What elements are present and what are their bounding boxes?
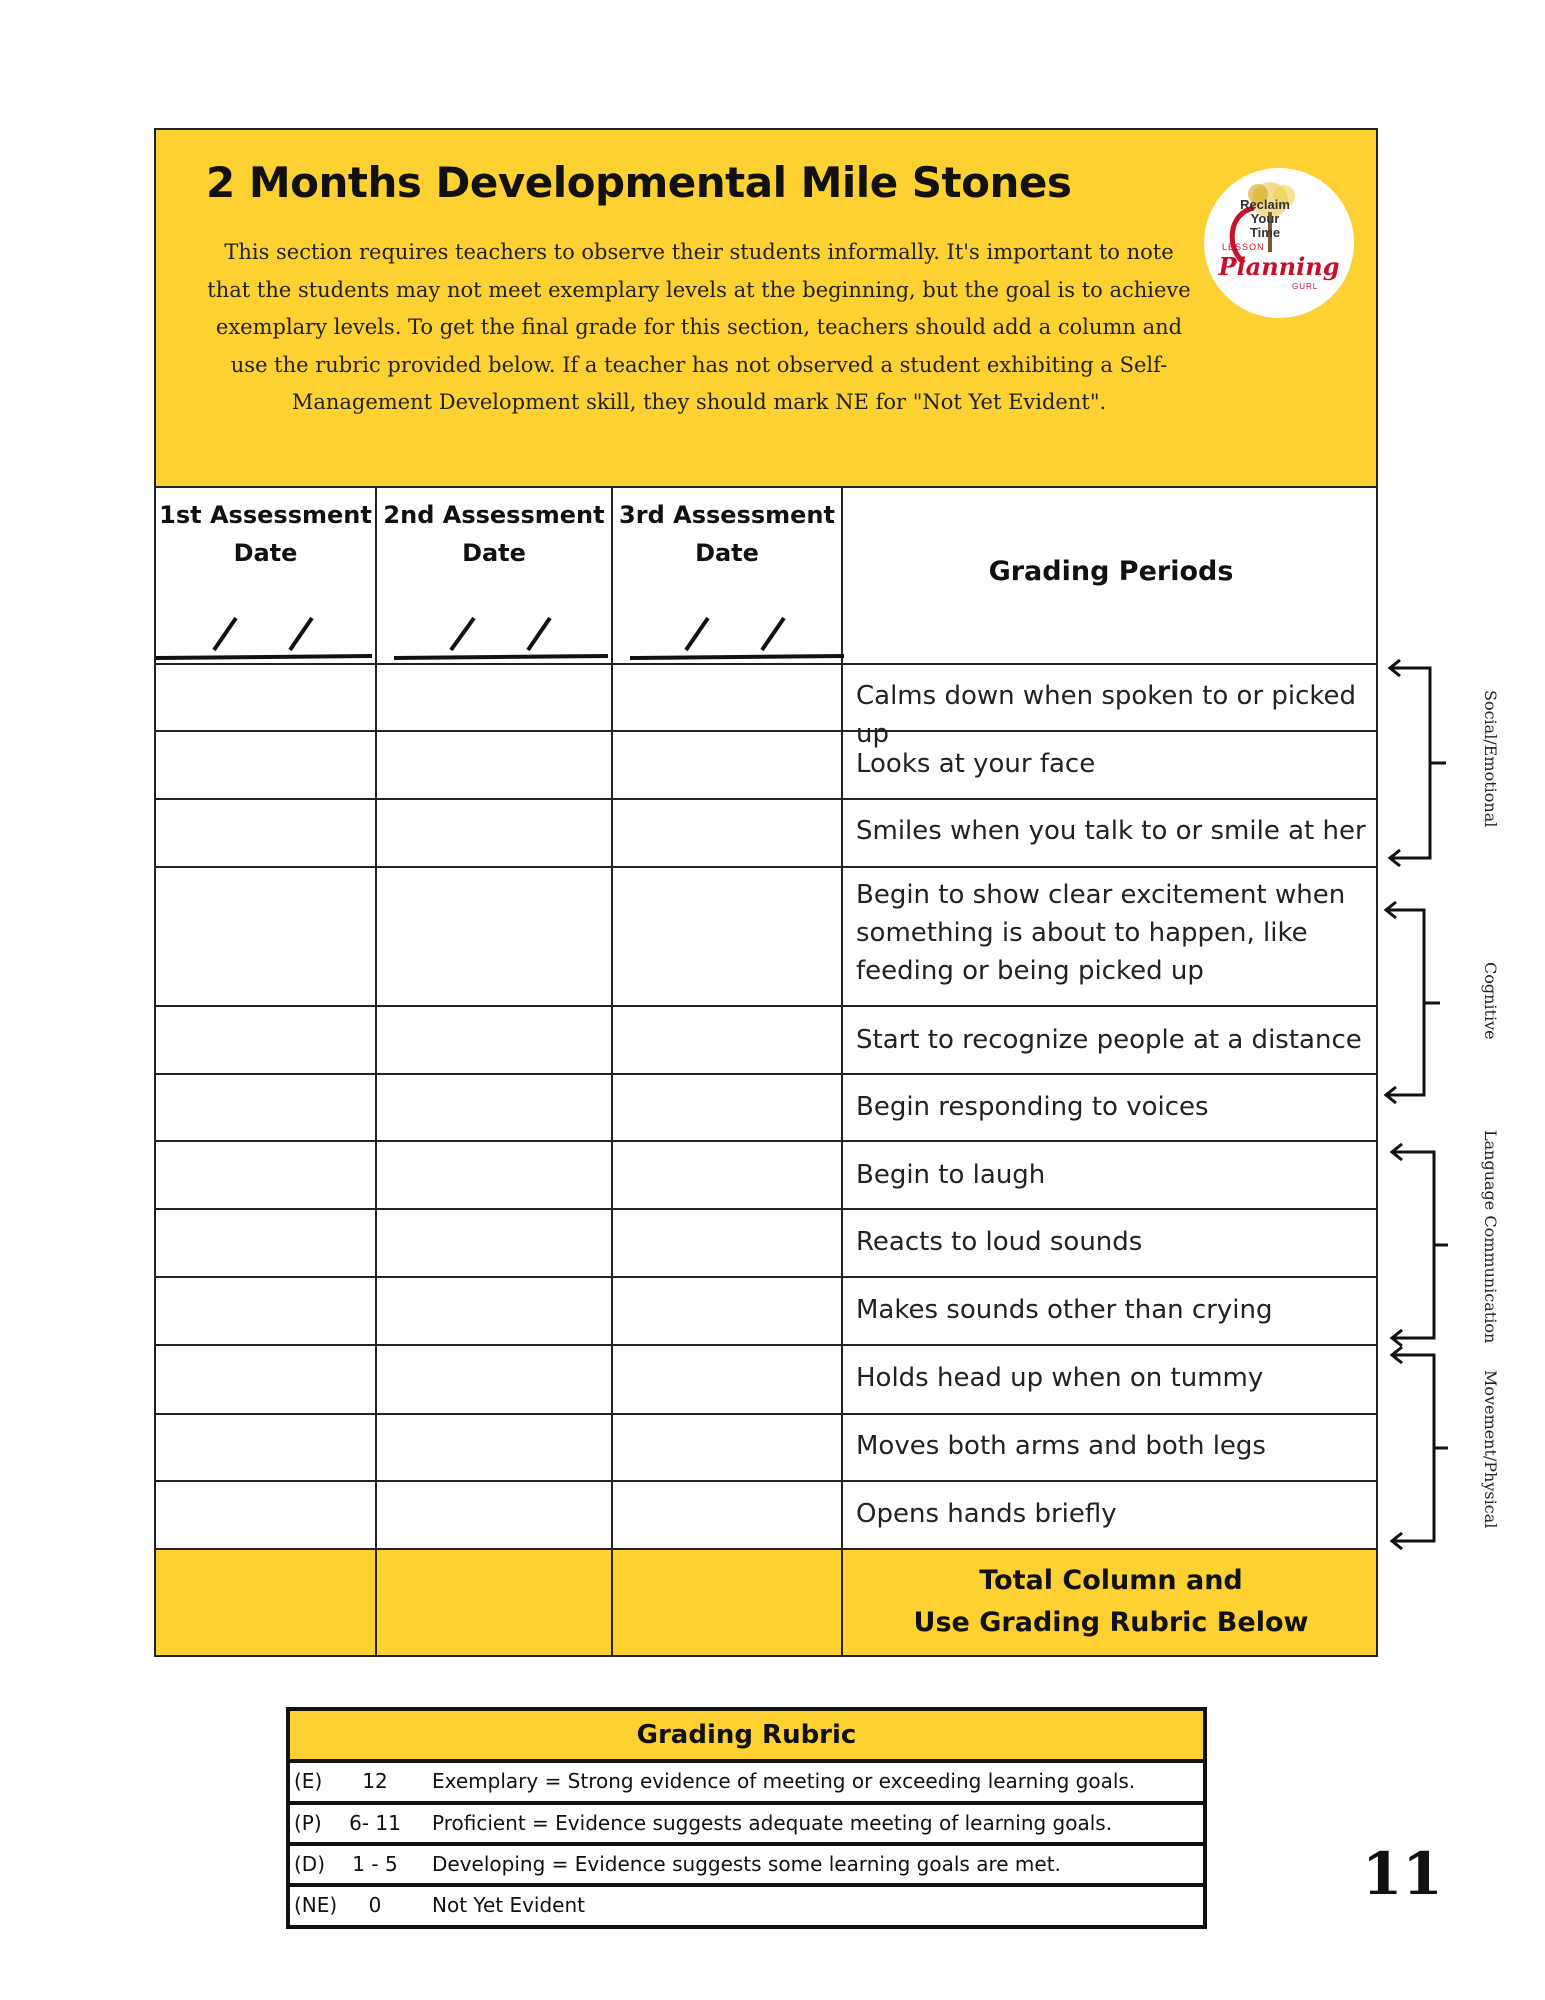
rubric-description: Proficient = Evidence suggests adequate meeting of learning goals.	[432, 1811, 1113, 1835]
row-divider	[156, 798, 1376, 800]
column-header-2nd-assessment: 2nd Assessment Date	[383, 501, 605, 567]
milestone-item: Opens hands briefly	[856, 1499, 1117, 1529]
bracket-social-emotional	[1390, 668, 1430, 858]
milestone-item: Reacts to loud sounds	[856, 1227, 1143, 1257]
milestone-item: Looks at your face	[856, 749, 1096, 779]
row-divider	[156, 1480, 1376, 1482]
milestone-item: Moves both arms and both legs	[856, 1431, 1266, 1461]
row-divider	[156, 1140, 1376, 1142]
bracket-language	[1392, 1152, 1434, 1338]
intro-line: Management Development skill, they should mark NE for "Not Yet Evident".	[291, 390, 1107, 414]
rubric-points: 12	[362, 1769, 388, 1793]
header-banner	[154, 128, 1378, 488]
column-header-3rd-assessment: 3rd Assessment Date	[619, 501, 835, 567]
row-divider	[156, 1344, 1376, 1346]
category-brackets	[1378, 655, 1448, 1555]
category-social-emotional: Social/Emotional	[1481, 690, 1500, 828]
rubric-code: (D)	[294, 1852, 326, 1876]
milestone-item: Smiles when you talk to or smile at her	[856, 816, 1366, 846]
intro-paragraph	[174, 234, 1224, 422]
bracket-movement	[1392, 1355, 1434, 1541]
column-header-1st-assessment: 1st Assessment Date	[159, 501, 372, 567]
row-divider	[156, 1208, 1376, 1210]
milestone-item: Begin to laugh	[856, 1160, 1046, 1190]
rubric-code: (E)	[294, 1769, 323, 1793]
intro-line: This section requires teachers to observe their students informally. It's important to note	[224, 240, 1174, 264]
rubric-row	[290, 1763, 1203, 1799]
rubric-row	[290, 1887, 1203, 1923]
page-title: 2 Months Developmental Mile Stones	[206, 158, 1072, 207]
milestone-item: Calms down when spoken to or picked up	[856, 681, 1357, 749]
rubric-title: Grading Rubric	[290, 1711, 1203, 1763]
rubric-points: 1 - 5	[352, 1852, 398, 1876]
category-language-communication: Language Communication	[1481, 1130, 1500, 1344]
milestone-item: Makes sounds other than crying	[856, 1295, 1273, 1325]
rubric-points: 0	[368, 1893, 382, 1917]
logo-text: Reclaim Your Time	[1240, 197, 1290, 240]
rubric-code: (P)	[294, 1811, 322, 1835]
logo-small-text: LESSON	[1222, 242, 1265, 252]
row-divider	[156, 1413, 1376, 1415]
rubric-points: 6- 11	[349, 1811, 401, 1835]
bracket-cognitive	[1386, 910, 1424, 1095]
rubric-row	[290, 1805, 1203, 1841]
logo-brand-text: Planning	[1218, 252, 1340, 281]
rubric-row	[290, 1846, 1203, 1882]
total-column-instruction: Total Column and Use Grading Rubric Below	[913, 1565, 1309, 1638]
logo-small-text: GURL	[1292, 282, 1319, 291]
row-divider	[156, 1005, 1376, 1007]
intro-line: use the rubric provided below. If a teacher has not observed a student exhibiting a Self-	[230, 352, 1168, 377]
milestone-item: Begin responding to voices	[856, 1092, 1209, 1122]
brand-logo	[1204, 168, 1354, 318]
grading-rubric	[286, 1707, 1207, 1929]
intro-line: that the students may not meet exemplary levels at the beginning, but the goal is to achieve	[207, 277, 1191, 302]
milestone-item: Begin to show clear excitement when something is about to happen, like feeding or being picked up	[856, 880, 1346, 986]
grading-periods-header: Grading Periods	[988, 556, 1234, 587]
milestone-item: Start to recognize people at a distance	[856, 1025, 1362, 1055]
category-movement-physical: Movement/Physical	[1481, 1370, 1500, 1529]
milestone-item: Holds head up when on tummy	[856, 1363, 1264, 1393]
intro-line: exemplary levels. To get the final grade for this section, teachers should add a column and	[215, 315, 1183, 339]
category-cognitive: Cognitive	[1481, 962, 1500, 1040]
row-divider	[156, 1276, 1376, 1278]
page-number: 11	[1362, 1840, 1443, 1908]
rubric-code: (NE)	[294, 1893, 338, 1917]
rubric-description: Not Yet Evident	[432, 1893, 586, 1917]
assessment-table	[154, 486, 1378, 1657]
row-divider	[156, 1073, 1376, 1075]
row-divider	[156, 1548, 1376, 1550]
rubric-description: Developing = Evidence suggests some learning goals are met.	[432, 1852, 1061, 1876]
row-divider	[156, 866, 1376, 868]
date-fill-in-marks[interactable]	[156, 606, 846, 666]
rubric-description: Exemplary = Strong evidence of meeting or exceeding learning goals.	[432, 1769, 1136, 1793]
